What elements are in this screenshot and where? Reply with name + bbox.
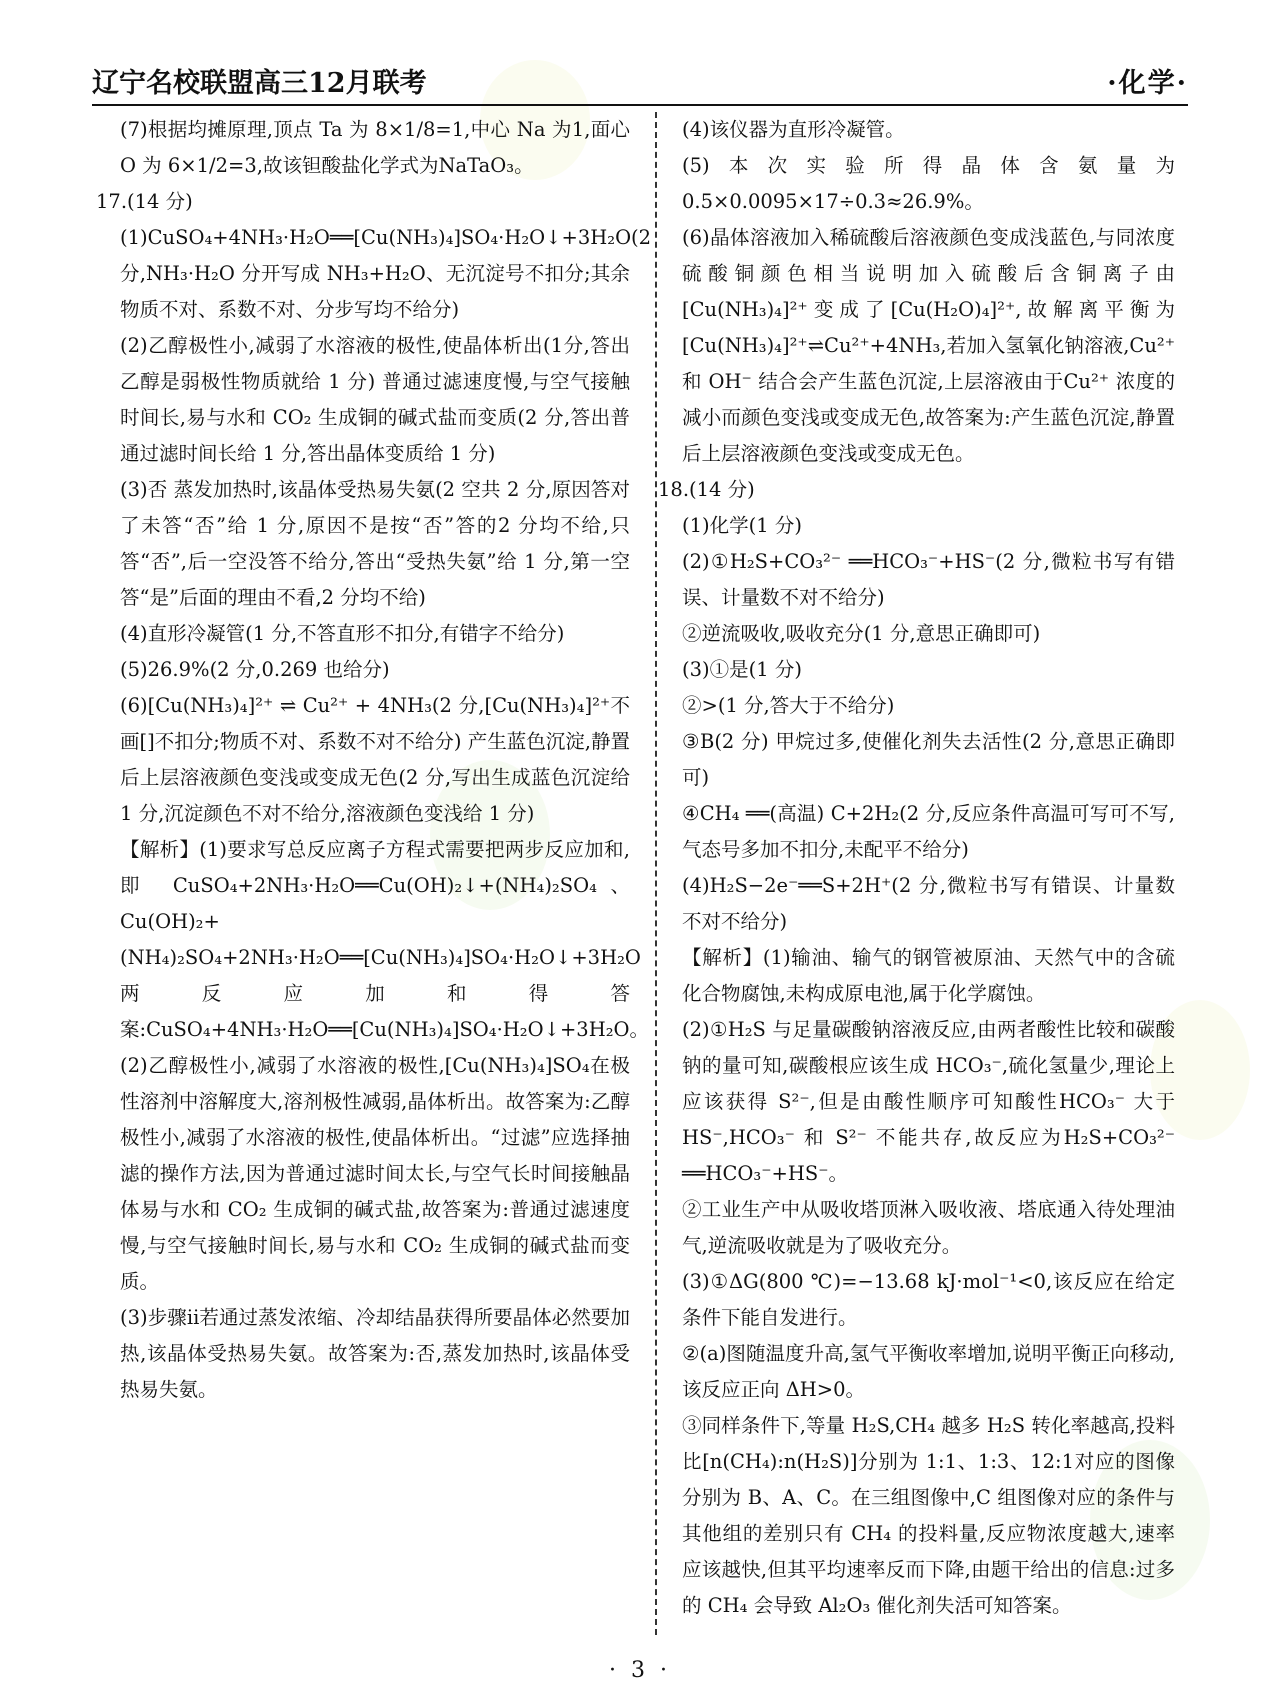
paragraph: (5)本次实验所得晶体含氨量为 0.5×0.0095×17÷0.3≈26.9%。 [682, 154, 1175, 213]
column-divider [655, 112, 657, 1635]
paragraph: (7)根据均摊原理,顶点 Ta 为 8×1/8=1,中心 Na 为1,面心 O 为 6×1/2=3,故该钽酸盐化学式为NaTaO₃。 [120, 118, 630, 177]
left-column [96, 112, 652, 1635]
paragraph: ③B(2 分) 甲烷过多,使催化剂失去活性(2 分,意思正确即可) [682, 730, 1175, 789]
right-column [658, 112, 1175, 1635]
paragraph: (2)乙醇极性小,减弱了水溶液的极性,[Cu(NH₃)₄]SO₄在极性溶剂中溶解度大,溶剂极性减弱,晶体析出。故答案为:乙醇极性小,减弱了水溶液的极性,使晶体析出。“过滤”应选择抽滤的操作方法,因为普通过滤时间太长,与空气长时间接触晶体易与水和 CO₂ 生成铜的碱式盐,故答案为:普通过滤速度慢,与空气接触时间长,易与水和 CO₂ 生成铜的碱式盐而变质。 [120, 1054, 630, 1293]
paragraph: (4)H₂S−2e⁻══S+2H⁺(2 分,微粒书写有错误、计量数不对不给分) [682, 874, 1175, 933]
paragraph: (1)CuSO₄+4NH₃·H₂O══[Cu(NH₃)₄]SO₄·H₂O↓+3H₂O(2 分,NH₃·H₂O 分开写成 NH₃+H₂O、无沉淀号不扣分;其余物质不对、系数不对、分步写均不给分) [120, 226, 652, 321]
paragraph: ②>(1 分,答大于不给分) [682, 694, 895, 717]
paragraph: ②工业生产中从吸收塔顶淋入吸收液、塔底通入待处理油气,逆流吸收就是为了吸收充分。 [682, 1198, 1175, 1257]
question-heading-18: 18.(14 分) [658, 478, 755, 501]
exam-title: 辽宁名校联盟高三12月联考 [92, 68, 427, 99]
paragraph: (2)①H₂S+CO₃²⁻ ══HCO₃⁻+HS⁻(2 分,微粒书写有错误、计量数不对不给分) [682, 550, 1175, 609]
paragraph: (4)直形冷凝管(1 分,不答直形不扣分,有错字不给分) [120, 622, 565, 645]
paragraph: (6)晶体溶液加入稀硫酸后溶液颜色变成浅蓝色,与同浓度硫酸铜颜色相当说明加入硫酸后含铜离子由[Cu(NH₃)₄]²⁺变成了[Cu(H₂O)₄]²⁺,故解离平衡为[Cu(NH₃)₄]²⁺⇌Cu²⁺+4NH₃,若加入氢氧化钠溶液,Cu²⁺ 和 OH⁻ 结合会产生蓝色沉淀,上层溶液由于Cu²⁺ 浓度的减小而颜色变浅或变成无色,故答案为:产生蓝色沉淀,静置后上层溶液颜色变浅或变成无色。 [682, 226, 1175, 465]
paragraph: ②(a)图随温度升高,氢气平衡收率增加,说明平衡正向移动,该反应正向 ΔH>0。 [682, 1342, 1175, 1401]
analysis-paragraph: 【解析】(1)输油、输气的钢管被原油、天然气中的含硫化合物腐蚀,未构成原电池,属于化学腐蚀。 [682, 946, 1175, 1005]
paragraph: (4)该仪器为直形冷凝管。 [682, 118, 905, 141]
subject-label: ·化学· [1107, 68, 1188, 99]
paragraph: ②逆流吸收,吸收充分(1 分,意思正确即可) [682, 622, 1041, 645]
paragraph: (5)26.9%(2 分,0.269 也给分) [120, 658, 390, 681]
paragraph: (2)乙醇极性小,减弱了水溶液的极性,使晶体析出(1分,答出乙醇是弱极性物质就给 1 分) 普通过滤速度慢,与空气接触时间长,易与水和 CO₂ 生成铜的碱式盐而变质(2 分,答出普通过滤时间长给 1 分,答出晶体变质给 1 分) [120, 334, 630, 465]
paragraph: ③同样条件下,等量 H₂S,CH₄ 越多 H₂S 转化率越高,投料比[n(CH₄):n(H₂S)]分别为 1:1、1:3、12:1对应的图像分别为 B、A、C。在三组图像中,C 组图像对应的条件与其他组的差别只有 CH₄ 的投料量,反应物浓度越大,速率应该越快,但其平均速率反而下降,由题干给出的信息:过多的 CH₄ 会导致 Al₂O₃ 催化剂失活可知答案。 [682, 1414, 1175, 1617]
paragraph: (2)①H₂S 与足量碳酸钠溶液反应,由两者酸性比较和碳酸钠的量可知,碳酸根应该生成 HCO₃⁻,硫化氢量少,理论上应该获得 S²⁻,但是由酸性顺序可知酸性HCO₃⁻ 大于 HS⁻,HCO₃⁻ 和 S²⁻ 不能共存,故反应为H₂S+CO₃²⁻ ══HCO₃⁻+HS⁻。 [682, 1018, 1175, 1185]
page-header [92, 66, 1188, 106]
paragraph: (1)化学(1 分) [682, 514, 802, 537]
paragraph: (3)①是(1 分) [682, 658, 802, 681]
analysis-paragraph: 【解析】(1)要求写总反应离子方程式需要把两步反应加和,即 CuSO₄+2NH₃·H₂O══Cu(OH)₂↓+(NH₄)₂SO₄、Cu(OH)₂+(NH₄)₂SO₄+2NH₃·H₂O══[Cu(NH₃)₄]SO₄·H₂O↓+3H₂O 两反应加和得答案:CuSO₄+4NH₃·H₂O══[Cu(NH₃)₄]SO₄·H₂O↓+3H₂O。 [120, 838, 650, 1041]
paragraph: (3)否 蒸发加热时,该晶体受热易失氨(2 空共 2 分,原因答对了未答“否”给 1 分,原因不是按“否”答的2 分均不给,只答“否”,后一空没答不给分,答出“受热失氨”给 1 分,第一空答“是”后面的理由不看,2 分均不给) [120, 478, 630, 609]
paragraph: (6)[Cu(NH₃)₄]²⁺ ⇌ Cu²⁺ + 4NH₃(2 分,[Cu(NH₃)₄]²⁺不画[]不扣分;物质不对、系数不对不给分) 产生蓝色沉淀,静置后上层溶液颜色变浅或变成无色(2 分,写出生成蓝色沉淀给 1 分,沉淀颜色不对不给分,溶液颜色变浅给 1 分) [120, 694, 630, 825]
question-heading-17: 17.(14 分) [96, 190, 193, 213]
paragraph: (3)步骤ⅱ若通过蒸发浓缩、冷却结晶获得所要晶体必然要加热,该晶体受热易失氨。故答案为:否,蒸发加热时,该晶体受热易失氨。 [120, 1306, 630, 1401]
paragraph: ④CH₄ ══(高温) C+2H₂(2 分,反应条件高温可写可不写,气态号多加不扣分,未配平不给分) [682, 802, 1175, 861]
paragraph: (3)①ΔG(800 ℃)=−13.68 kJ·mol⁻¹<0,该反应在给定条件下能自发进行。 [682, 1270, 1175, 1329]
page-number: · 3 · [609, 1658, 671, 1683]
